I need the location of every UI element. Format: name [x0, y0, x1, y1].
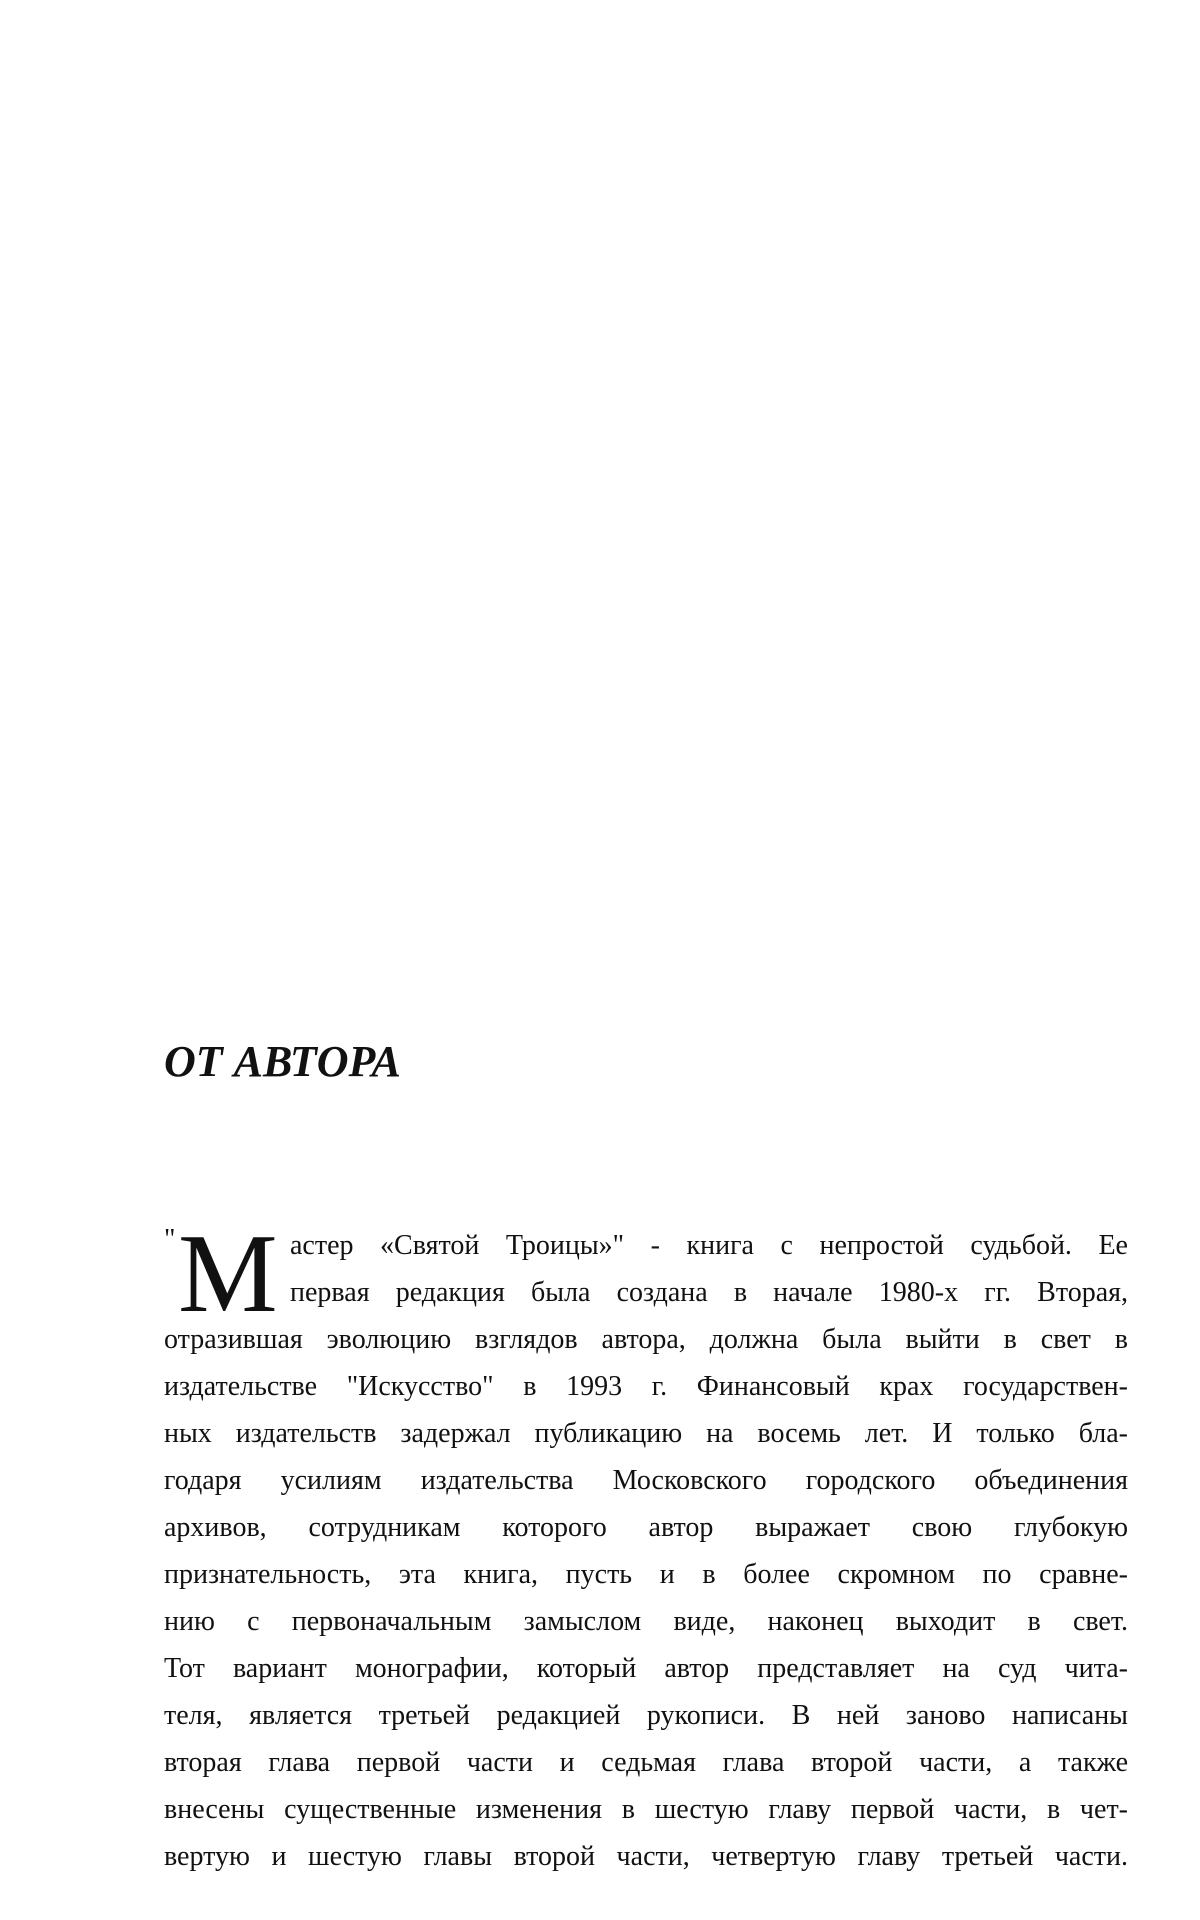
text-line: вертую и шестую главы второй части, четвертую главу третьей части. [164, 1841, 1128, 1872]
text-line: астер «Святой Троицы»" - книга с непростой судьбой. Ее [290, 1230, 1128, 1261]
text-line: вторая глава первой части и седьмая глава второй части, а также [164, 1747, 1128, 1778]
text-line: нию с первоначальным замыслом виде, наконец выходит в свет. [164, 1606, 1128, 1637]
body-paragraph [164, 1222, 1128, 1880]
drop-cap-quote: " [164, 1224, 176, 1255]
text-line: архивов, сотрудникам которого автор выражает свою глубокую [164, 1512, 1128, 1543]
text-line: внесены существенные изменения в шестую главу первой части, в чет- [164, 1794, 1128, 1825]
text-line: отразившая эволюцию взглядов автора, должна была выйти в свет в [164, 1324, 1128, 1355]
text-line: годаря усилиям издательства Московского городского объединения [164, 1465, 1128, 1496]
text-line: теля, является третьей редакцией рукописи. В ней заново написаны [164, 1700, 1128, 1731]
text-line: первая редакция была создана в начале 1980-х гг. Вторая, [290, 1277, 1128, 1308]
drop-cap-letter: М [178, 1212, 278, 1336]
text-line: признательность, эта книга, пусть и в более скромном по сравне- [164, 1559, 1128, 1590]
text-line: ных издательств задержал публикацию на восемь лет. И только бла- [164, 1418, 1128, 1449]
text-line: Тот вариант монографии, который автор представляет на суд чита- [164, 1653, 1128, 1684]
text-line: издательстве "Искусство" в 1993 г. Финансовый крах государствен- [164, 1371, 1128, 1402]
section-heading: ОТ АВТОРА [164, 1037, 401, 1086]
